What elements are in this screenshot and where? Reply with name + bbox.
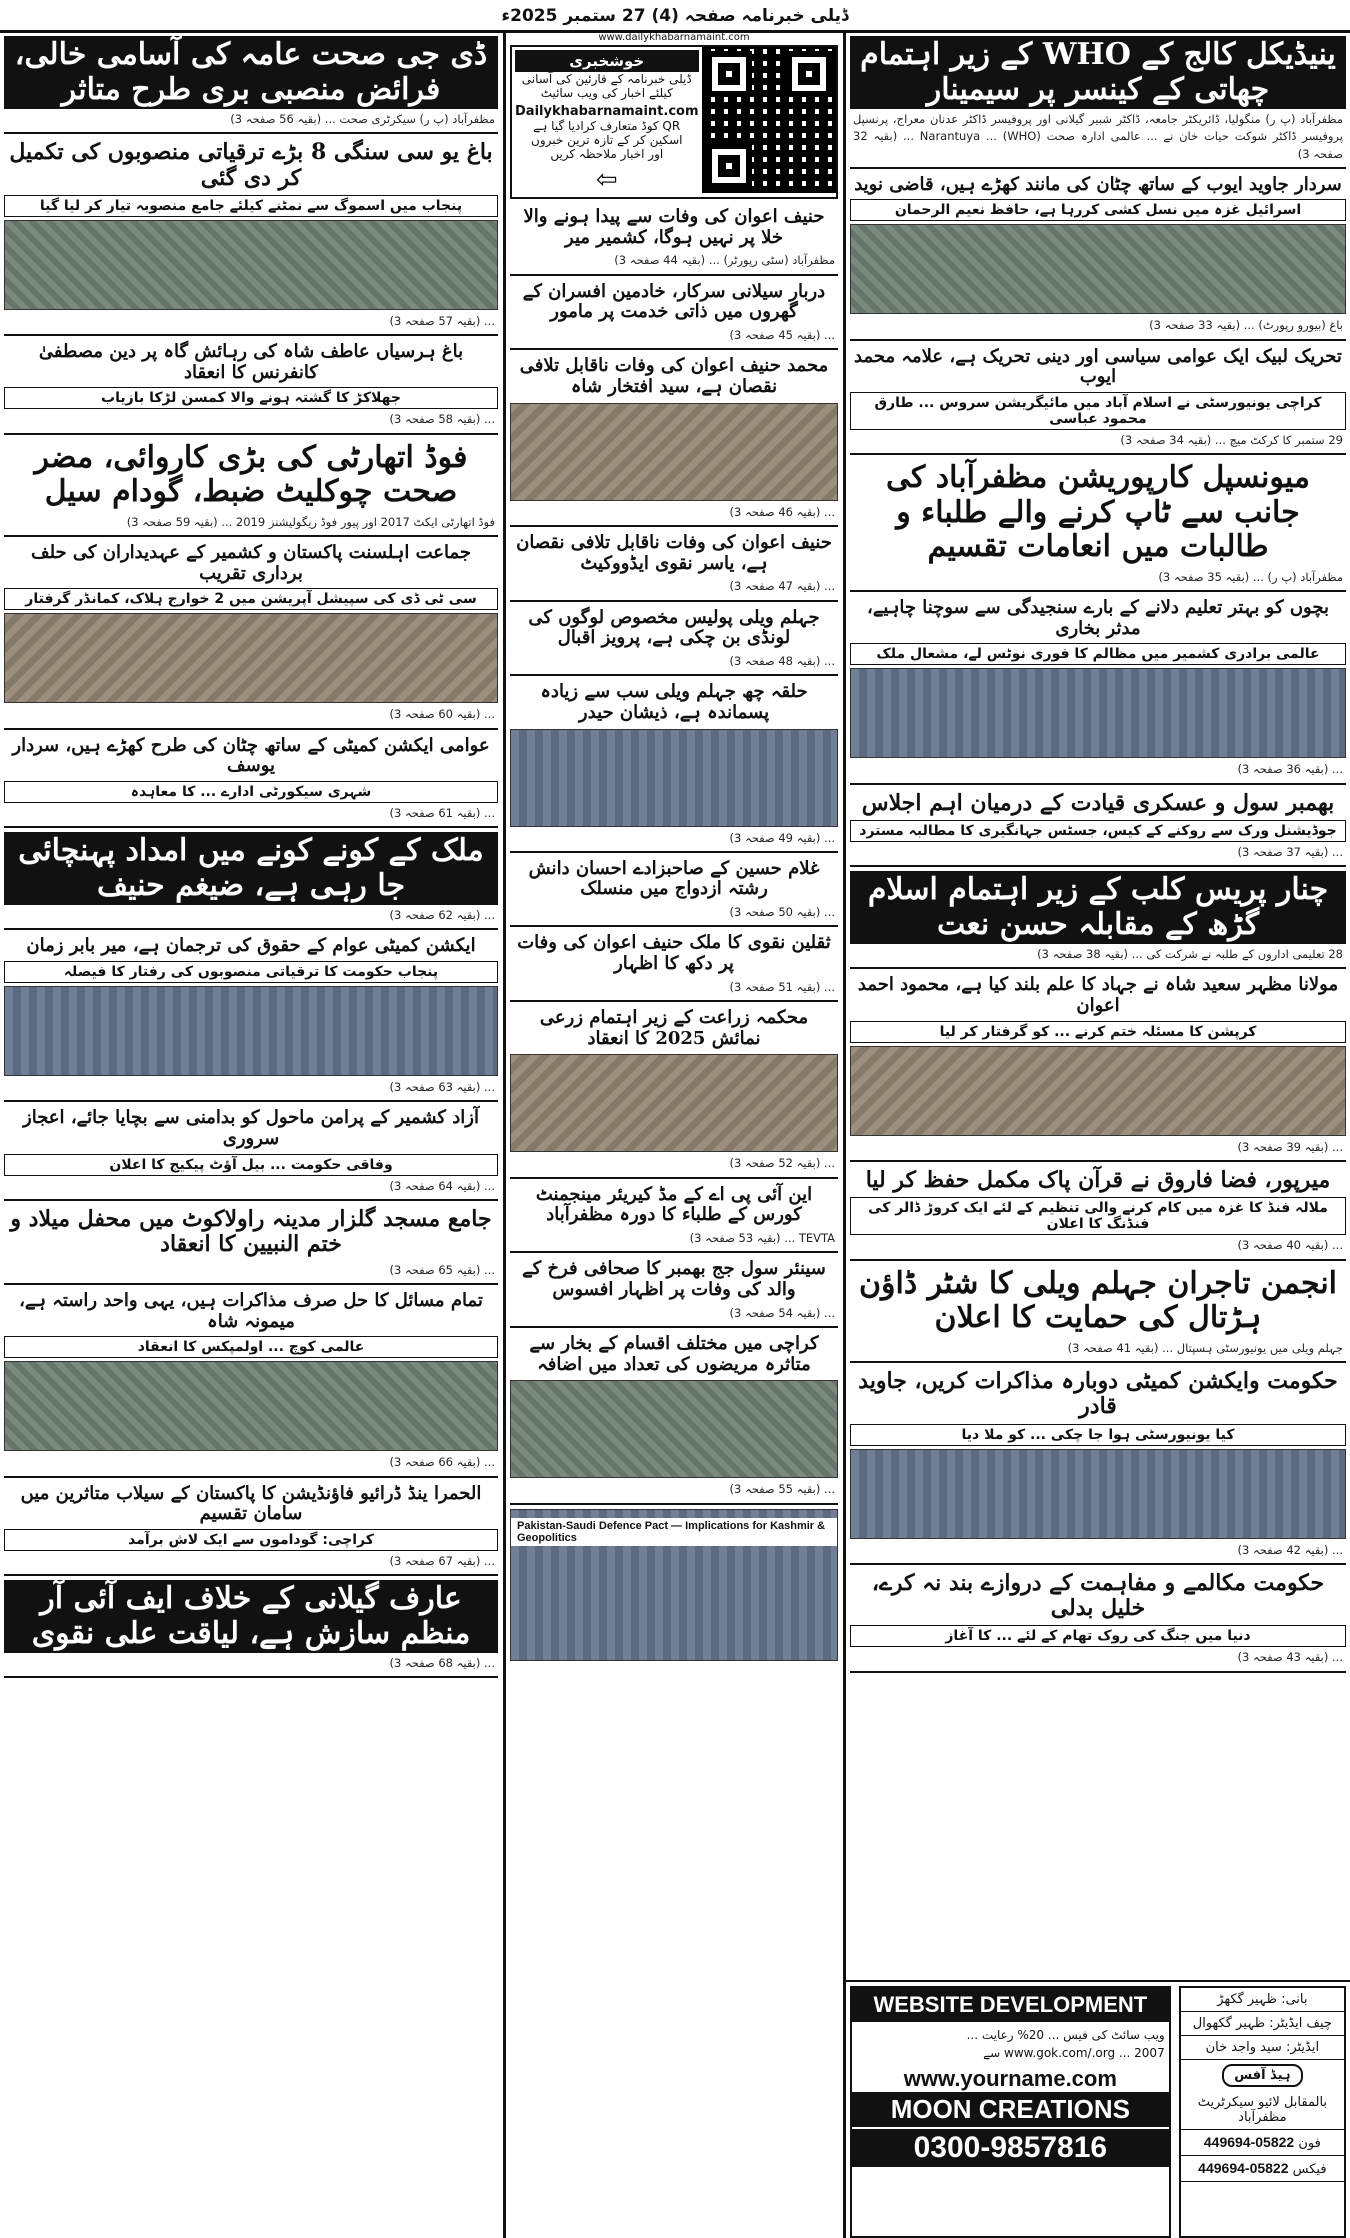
phone-label: فون	[1298, 2136, 1321, 2151]
ad-body: ویب سائٹ کی فیس ... 20% رعایت ... www.gok.com/.org ... 2007 سے	[966, 2028, 1165, 2060]
story-body: ... (بقیہ 48 صفحہ 3)	[729, 653, 835, 668]
news-story[interactable]	[510, 853, 838, 928]
news-story[interactable]	[510, 1253, 838, 1328]
headline[interactable]: ینیڈیکل کالج کے WHO کے زیر اہتمام چھاتی کے کینسر پر سیمینار	[850, 36, 1346, 109]
subheadline: سی ٹی ڈی کی سپیشل آپریشن میں 2 خوارج ہلاک، کمانڈر گرفتار	[4, 588, 498, 610]
story-body: ... (بقیہ 49 صفحہ 3)	[729, 830, 835, 845]
masthead-chief-editor: چیف ایڈیٹر: ظہیر گکھوال	[1181, 2012, 1344, 2036]
masthead-editor: ایڈیٹر: سید واجد خان	[1181, 2036, 1344, 2060]
news-story[interactable]	[4, 537, 498, 730]
news-story[interactable]	[510, 676, 838, 853]
head-office-seal: ہیڈ آفس	[1222, 2064, 1302, 2087]
qr-site[interactable]: Dailykhabarnamaint.com	[515, 104, 699, 119]
story-body: ... (بقیہ 68 صفحہ 3)	[389, 1656, 495, 1671]
masthead-founder: بانی: ظہیر گکھڑ	[1181, 1988, 1344, 2012]
story-body: ... (بقیہ 64 صفحہ 3)	[389, 1178, 495, 1193]
news-story[interactable]	[510, 1328, 838, 1505]
story-body: ... (بقیہ 47 صفحہ 3)	[729, 579, 835, 594]
news-story[interactable]	[510, 927, 838, 1002]
news-story[interactable]	[4, 730, 498, 829]
headline[interactable]: آزاد کشمیر کے پرامن ماحول کو بدامنی سے بچایا جائے، اعجاز سروری	[23, 1107, 479, 1150]
story-body: جہلم ویلی میں یونیورسٹی ہسپتال ... (بقیہ 41 صفحہ 3)	[1067, 1340, 1343, 1355]
headline[interactable]: چنار پریس کلب کے زیر اہتمام اسلام گڑھ کے مقابلہ حسن نعت	[850, 871, 1346, 944]
news-story[interactable]	[4, 1285, 498, 1478]
news-story[interactable]	[850, 1363, 1346, 1565]
story-body: 28 تعلیمی اداروں کے طلبہ نے شرکت کی ... (بقیہ 38 صفحہ 3)	[1037, 947, 1343, 962]
subheadline: کراچی: گوداموں سے ایک لاش برآمد	[4, 1529, 498, 1551]
subheadline: جوڈیشنل ورک سے روکنے کے کیس، جسٹس جہانگیری کا مطالبہ مسترد	[850, 820, 1346, 842]
headline[interactable]: الحمرا ینڈ ڈرائیو فاؤنڈیشن کا پاکستان کے سیلاب متاثرین میں سامان تقسیم	[20, 1482, 482, 1525]
ad-company: MOON CREATIONS	[852, 2092, 1169, 2127]
headline[interactable]: غلام حسین کے صاحبزادے احسان دانش رشتہ ازدواج میں منسلک	[528, 857, 820, 900]
news-story[interactable]	[850, 1162, 1346, 1261]
story-body: ... (بقیہ 55 صفحہ 3)	[729, 1482, 835, 1497]
headline[interactable]: مولانا مظہر سعید شاہ نے جہاد کا علم بلند کیا ہے، محمود احمد اعوان	[857, 974, 1339, 1017]
headline[interactable]: حنیف اعوان کی وفات سے پیدا ہونے والا خلا پر نہیں ہوگا، کشمیر میر	[523, 206, 825, 248]
headline[interactable]: حلقہ چھ جہلم ویلی سب سے زیادہ پسماندہ ہے، ذیشان حیدر	[540, 681, 808, 723]
qr-promo	[510, 45, 838, 199]
headline[interactable]: بچوں کو بہتر تعلیم دلانے کے بارے سنجیدگی سے سوچنا چاہیے، مدثر بخاری	[867, 597, 1329, 639]
headline[interactable]: جماعت اہلسنت پاکستان و کشمیر کے عہدیداران کی حلف برداری تقریب	[30, 541, 472, 584]
news-story[interactable]	[510, 527, 838, 602]
news-photo	[850, 668, 1346, 758]
headline[interactable]: سردار جاوید ایوب کے ساتھ چٹان کی مانند کھڑے ہیں، قاضی نوید	[854, 173, 1342, 195]
headline[interactable]: تمام مسائل کا حل صرف مذاکرات ہیں، یہی واحد راستہ ہے، میمونہ شاہ	[19, 1289, 483, 1332]
news-photo	[850, 224, 1346, 314]
news-story[interactable]	[850, 1261, 1346, 1363]
subheadline: عالمی برادری کشمیر میں مظالم کا فوری نوٹس لے، مشعال ملک	[850, 643, 1346, 665]
news-photo	[4, 986, 498, 1076]
story-body: ... (بقیہ 52 صفحہ 3)	[729, 1156, 835, 1171]
ad-website-development[interactable]	[850, 1986, 1171, 2238]
story-body: ... (بقیہ 66 صفحہ 3)	[389, 1455, 495, 1470]
story-body: ... (بقیہ 60 صفحہ 3)	[389, 707, 495, 722]
seminar-photo	[510, 1509, 838, 1661]
subheadline: کراچی یونیورسٹی نے اسلام آباد میں مائیگریشن سروس ... طارق محمود عباسی	[850, 392, 1346, 430]
headline[interactable]: ایکشن کمیٹی عوام کے حقوق کی ترجمان ہے، میر بابر زمان	[26, 935, 476, 957]
headline[interactable]: ثقلین نقوی کا ملک حنیف اعوان کی وفات پر دکھ کا اظہار	[517, 932, 831, 975]
news-story[interactable]	[850, 169, 1346, 341]
footer-area	[846, 1980, 1350, 2238]
news-story[interactable]	[510, 276, 838, 351]
right-column	[846, 32, 1350, 2232]
subheadline: شہری سیکورٹی ادارے ... کا معاہدہ	[4, 781, 498, 803]
ad-title: WEBSITE DEVELOPMENT	[852, 1988, 1169, 2022]
story-body: ... (بقیہ 61 صفحہ 3)	[389, 805, 495, 820]
qr-line: اسکین کر کے تازہ ترین خبروں	[531, 133, 683, 147]
news-story[interactable]	[510, 350, 838, 527]
story-body: مظفرآباد (پ ر) منگولیا، ڈائریکٹر جامعہ، ڈاکٹر شبیر گیلانی اور پروفیسر ڈاکٹر عدنان معراج، پرنسپل پروفیسر ڈاکٹر شوکت حیات خان نے ... عالمی ادارہ صحت (WHO) ... Narantuya ... (بقیہ 32 صفحہ 3)	[853, 112, 1343, 161]
ad-phone[interactable]: 0300-9857816	[852, 2127, 1169, 2167]
story-body: ... (بقیہ 62 صفحہ 3)	[389, 908, 495, 923]
qr-line: کیلئے اخبار کی ویب سائیٹ	[540, 86, 673, 100]
story-body: ... (بقیہ 65 صفحہ 3)	[389, 1262, 495, 1277]
fax-number: 05822-449694	[1198, 2160, 1289, 2176]
headline[interactable]: تحریک لبیک ایک عوامی سیاسی اور دینی تحریک ہے، علامہ محمد ایوب	[854, 345, 1342, 388]
headline[interactable]: حکومت وایکشن کمیٹی دوبارہ مذاکرات کریں، جاوید قادر	[858, 1367, 1338, 1420]
story-body: ... (بقیہ 37 صفحہ 3)	[1237, 844, 1343, 859]
story-body: مظفرآباد (سٹی رپورٹر) ... (بقیہ 44 صفحہ 3)	[614, 253, 835, 268]
headline[interactable]: جامع مسجد گلزار مدینہ راولاکوٹ میں محفل میلاد و ختم النبیین کا انعقاد	[10, 1206, 492, 1258]
middle-column	[506, 32, 842, 2232]
masthead-phone-row	[1181, 2130, 1344, 2156]
phone-number[interactable]: 05822-449694	[1203, 2134, 1295, 2150]
headline[interactable]: باغ یو سی سنگی 8 بڑے ترقیاتی منصوبوں کی تکمیل کر دی گئی	[9, 139, 493, 191]
story-body: ... (بقیہ 42 صفحہ 3)	[1237, 1542, 1343, 1557]
news-photo	[4, 220, 498, 310]
news-story[interactable]	[850, 32, 1346, 169]
left-column	[0, 32, 502, 2232]
headline[interactable]: جہلم ویلی پولیس مخصوص لوگوں کی لونڈی بن چکی ہے، پرویز اقبال	[528, 606, 820, 649]
news-story[interactable]	[510, 201, 838, 276]
headline[interactable]: محکمہ زراعت کے زیر اہتمام زرعی نمائش 2025 کا انعقاد	[539, 1007, 809, 1049]
story-body: باغ (بیورو رپورٹ) ... (بقیہ 33 صفحہ 3)	[1149, 318, 1343, 333]
headline[interactable]: باغ ہرسیاں عاطف شاہ کی رہائش گاہ پر دین مصطفیٰ کانفرنس کا انعقاد	[38, 341, 464, 383]
story-body: مظفرآباد (پ ر) ... (بقیہ 35 صفحہ 3)	[1158, 569, 1343, 584]
qr-heading: خوشخبری	[515, 50, 699, 72]
story-body: مظفرآباد (پ ر) سیکرٹری صحت ... (بقیہ 56 صفحہ 3)	[230, 112, 495, 126]
story-body: ... (بقیہ 50 صفحہ 3)	[729, 905, 835, 920]
story-body: 29 ستمبر کا کرکٹ میچ ... (بقیہ 34 صفحہ 3)	[1120, 433, 1343, 448]
qr-line: ڈیلی خبرنامہ کے قارئین کی آسانی	[521, 72, 692, 86]
qr-line: اور اخبار ملاحظہ کریں	[550, 147, 664, 161]
news-story[interactable]	[510, 602, 838, 677]
masthead	[1179, 1986, 1346, 2238]
qr-url[interactable]: www.dailykhabarnamaint.com	[598, 32, 750, 43]
story-body: ... (بقیہ 39 صفحہ 3)	[1237, 1139, 1343, 1154]
news-story[interactable]	[4, 1102, 498, 1201]
qr-finder	[706, 51, 752, 97]
arrow-left-icon: ⇦	[595, 165, 618, 195]
headline[interactable]: حنیف اعوان کی وفات ناقابل تلافی نقصان ہے، یاسر نقوی ایڈووکیٹ	[516, 531, 832, 574]
news-photo	[510, 403, 838, 501]
story-body: ... (بقیہ 58 صفحہ 3)	[389, 412, 495, 427]
news-story[interactable]	[850, 1565, 1346, 1673]
story-body: ... (بقیہ 54 صفحہ 3)	[729, 1305, 835, 1320]
news-photo	[510, 1380, 838, 1478]
qr-finder	[706, 143, 752, 189]
story-body: ... (بقیہ 40 صفحہ 3)	[1237, 1238, 1343, 1253]
news-photo	[850, 1046, 1346, 1136]
headline[interactable]: دربار سیلانی سرکار، خادمین افسران کے گھروں میں ذاتی خدمت پر مامور	[522, 280, 826, 323]
headline[interactable]: ملک کے کونے کونے میں امداد پہنچائی جا رہی ہے، ضیغم حنیف	[4, 832, 498, 905]
qr-code[interactable]	[702, 47, 836, 193]
subheadline: عالمی کوچ ... اولمپکس کا انعقاد	[4, 1336, 498, 1358]
headline[interactable]: ڈی جی صحت عامہ کی آسامی خالی، فرائض منصبی بری طرح متاثر	[4, 36, 498, 109]
subheadline: وفاقی حکومت ... بیل آؤٹ پیکیج کا اعلان	[4, 1154, 498, 1176]
story-body: ... (بقیہ 45 صفحہ 3)	[729, 328, 835, 342]
story-body: ... (بقیہ 63 صفحہ 3)	[389, 1080, 495, 1095]
news-story[interactable]	[4, 1576, 498, 1678]
news-photo	[850, 1449, 1346, 1539]
news-story[interactable]	[4, 828, 498, 930]
news-story[interactable]	[510, 1179, 838, 1254]
headline[interactable]: این آئی پی اے کے مڈ کیریئر مینجمنٹ کورس کے طلباء کا دورہ مظفرآباد	[535, 1183, 813, 1226]
subheadline: اسرائیل غزہ میں نسل کشی کررہا ہے، حافظ نعیم الرحمان	[850, 199, 1346, 221]
qr-line: QR کوڈ متعارف کرادیا گیا ہے	[533, 119, 681, 133]
news-story[interactable]	[510, 1002, 838, 1179]
story-body: ... (بقیہ 43 صفحہ 3)	[1237, 1650, 1343, 1665]
news-story[interactable]	[4, 32, 498, 134]
headline[interactable]: سینئر سول جج بھمبر کا صحافی فرخ کے والد کی وفات پر اظہار افسوس	[522, 1258, 826, 1300]
news-story[interactable]	[850, 592, 1346, 785]
headline[interactable]: محمد حنیف اعوان کی وفات ناقابل تلافی نقصان ہے، سید افتخار شاہ	[519, 355, 829, 397]
subheadline: کیا یونیورسٹی ہوا جا چکی ... کو ملا دیا	[850, 1424, 1346, 1446]
headline[interactable]: میرپور، فضا فاروق نے قرآن پاک مکمل حفظ کر لیا	[865, 1167, 1331, 1194]
headline[interactable]: کراچی میں مختلف اقسام کے بخار سے متاثرہ مریضوں کی تعداد میں اضافہ	[529, 1332, 819, 1375]
ad-web[interactable]: www.yourname.com	[903, 2066, 1117, 2091]
qr-finder	[786, 51, 832, 97]
qr-promo-text	[512, 47, 702, 197]
subheadline: پنجاب حکومت کا ترقیاتی منصوبوں کی رفتار کا فیصلہ	[4, 961, 498, 983]
news-story[interactable]	[4, 134, 498, 336]
news-story[interactable]	[850, 785, 1346, 868]
subheadline: دنیا میں جنگ کی روک تھام کے لئے ... کا آغاز	[850, 1625, 1346, 1647]
fax-label: فیکس	[1292, 2162, 1327, 2177]
seminar-banner: Pakistan-Saudi Defence Pact — Implications for Kashmir & Geopolitics	[511, 1518, 837, 1546]
story-body: ... (بقیہ 57 صفحہ 3)	[389, 313, 495, 328]
headline[interactable]: عارف گیلانی کے خلاف ایف آئی آر منظم سازش ہے، لیاقت علی نقوی	[4, 1580, 498, 1653]
news-story[interactable]	[850, 969, 1346, 1162]
story-body: TEVTA ... (بقیہ 53 صفحہ 3)	[689, 1231, 835, 1245]
news-story[interactable]	[850, 455, 1346, 592]
news-photo	[510, 729, 838, 827]
news-photo	[510, 1054, 838, 1152]
masthead-address: بالمقابل لائیو سیکرٹریٹ مظفرآباد	[1181, 2091, 1344, 2130]
headline[interactable]: انجمن تاجران جہلم ویلی کا شٹر ڈاؤن ہڑتال کی حمایت کا اعلان	[858, 1265, 1338, 1336]
news-photo	[4, 613, 498, 703]
story-body: ... (بقیہ 51 صفحہ 3)	[729, 979, 835, 994]
subheadline: ملالہ فنڈ کا غزہ میں کام کرنے والی تنظیم کے لئے ایک کروڑ ڈالر کی فنڈنگ کا اعلان	[850, 1197, 1346, 1235]
headline[interactable]: بھمبر سول و عسکری قیادت کے درمیان اہم اجلاس	[861, 789, 1335, 816]
story-body: ... (بقیہ 67 صفحہ 3)	[389, 1553, 495, 1568]
news-story[interactable]	[4, 435, 498, 537]
news-story[interactable]	[4, 1478, 498, 1577]
masthead-fax-row	[1181, 2156, 1344, 2182]
news-story[interactable]	[4, 336, 498, 435]
news-photo	[4, 1361, 498, 1451]
subheadline: جھلاکڑ کا گشتہ ہونے والا کمسن لڑکا بازیاب	[4, 387, 498, 409]
story-body: ... (بقیہ 36 صفحہ 3)	[1237, 762, 1343, 777]
subheadline: کرپشن کا مسئلہ ختم کرنے ... کو گرفتار کر لیا	[850, 1021, 1346, 1043]
middle-stories	[506, 201, 842, 1505]
story-body: فوڈ اتھارٹی ایکٹ 2017 اور پیور فوڈ ریگولیشنز 2019 ... (بقیہ 59 صفحہ 3)	[126, 514, 495, 529]
news-story[interactable]	[4, 1201, 498, 1285]
headline[interactable]: میونسپل کارپوریشن مظفرآباد کی جانب سے ٹاپ کرنے والے طلباء و طالبات میں انعامات تقسیم	[886, 460, 1310, 565]
news-story[interactable]	[850, 867, 1346, 969]
headline[interactable]: عوامی ایکشن کمیٹی کے ساتھ چٹان کی طرح کھڑے ہیں، سردار یوسف	[12, 734, 490, 777]
story-body: ... (بقیہ 46 صفحہ 3)	[729, 504, 835, 519]
headline[interactable]: حکومت مکالمے و مفاہمت کے دروازے بند نہ کرے، خلیل بدلی	[871, 1569, 1325, 1622]
news-story[interactable]	[850, 341, 1346, 456]
subheadline: پنجاب میں اسموگ سے نمٹنے کیلئے جامع منصوبہ تیار کر لیا گیا	[4, 195, 498, 217]
headline[interactable]: فوڈ اتھارٹی کی بڑی کاروائی، مضر صحت چوکلیٹ ضبط، گودام سیل	[34, 439, 468, 510]
news-story[interactable]	[4, 930, 498, 1102]
page-header: ڈیلی خبرنامہ صفحہ (4) 27 ستمبر 2025ء	[0, 0, 1350, 33]
